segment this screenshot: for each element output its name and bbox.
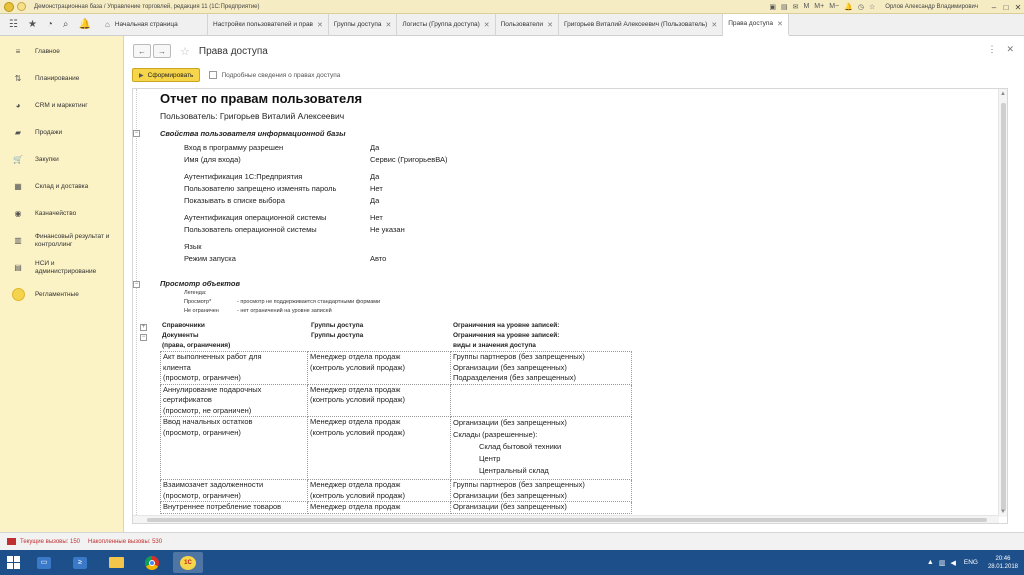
prop-label: Пользователю запрещено изменять пароль (184, 184, 337, 193)
rights-table (160, 351, 632, 514)
sidebar-item-label: Планирование (35, 75, 80, 82)
prop-value: Авто (370, 254, 387, 263)
limits-cell (451, 502, 632, 514)
print-icon[interactable]: ▤ (780, 4, 788, 11)
limits-cell (451, 384, 632, 417)
tab-bar (0, 14, 1024, 36)
admin-icon: ▤ (14, 263, 22, 272)
object-rights: (просмотр, не ограничен) (163, 405, 252, 415)
sections-grid-icon[interactable]: ☷ (8, 19, 18, 30)
tab-logists-group[interactable] (397, 14, 495, 36)
title-toolbar (769, 3, 875, 11)
legend-desc: - нет ограничений на уровне записей (237, 308, 332, 314)
sidebar-item-scheduled[interactable] (0, 281, 123, 308)
tray-arrow-icon[interactable]: ▲ (926, 558, 934, 566)
sidebar-item-main[interactable] (0, 38, 123, 65)
play-icon: ▶ (139, 72, 144, 79)
limit-subitem: Центральный склад (479, 466, 549, 475)
prop-label: Язык (184, 242, 202, 251)
limit-item: Группы партнеров (без запрещенных) (453, 352, 585, 361)
horizontal-scrollbar[interactable] (133, 515, 999, 523)
close-icon[interactable]: ✕ (711, 21, 718, 29)
home-icon: ⌂ (105, 20, 110, 29)
window-title: Демонстрационная база / Управление торговлей, редакция 11 (1С:Предприятие) (34, 3, 260, 10)
prop-value: Не указан (370, 225, 405, 234)
minimize-button[interactable]: – (991, 2, 997, 12)
scroll-down-icon[interactable]: ▼ (1000, 509, 1006, 515)
page-title: Права доступа (198, 45, 268, 57)
system-tray (927, 550, 1018, 575)
powershell-icon: ≥ (73, 557, 87, 569)
history-icon[interactable]: ◷ (857, 4, 864, 11)
tab-home[interactable] (100, 14, 208, 36)
taskbar-terminal[interactable] (29, 552, 59, 573)
groups-cell (308, 480, 451, 502)
prop-label: Показывать в списке выбора (184, 196, 285, 205)
sidebar-item-label: Склад и доставка (35, 183, 89, 190)
groups-cell (308, 417, 451, 480)
sidebar-item-label: Закупки (35, 156, 59, 163)
collapse-props-icon[interactable]: − (134, 130, 139, 136)
sections-sidebar (0, 36, 124, 532)
access-group: Менеджер отдела продаж (310, 480, 401, 489)
prop-value: Нет (370, 184, 383, 193)
clock-time: 20:46 (995, 555, 1011, 562)
os-taskbar (0, 550, 1024, 575)
object-name: Аннулирование подарочных (163, 384, 262, 394)
crm-icon: ◕ (15, 101, 21, 110)
access-group-note: (контроль условий продаж) (310, 427, 405, 437)
finance-icon: ▥ (14, 236, 22, 245)
scroll-thumb[interactable] (1001, 103, 1006, 511)
sidebar-item-label: Регламентные (35, 291, 79, 298)
sidebar-item-label: CRM и маркетинг (35, 102, 88, 109)
sidebar-item-purchases[interactable] (0, 146, 123, 173)
status-bar (0, 532, 1024, 550)
object-cell (161, 352, 308, 385)
sidebar-item-label: Главное (35, 48, 60, 55)
memory-mminus-icon[interactable]: M− (829, 3, 840, 10)
table-row[interactable] (161, 417, 632, 480)
windows-logo-icon (7, 556, 20, 569)
prop-value: Да (370, 172, 380, 181)
limit-item: Склады (разрешенные): (453, 430, 538, 439)
chrome-icon (145, 556, 159, 570)
taskbar-1c[interactable] (173, 552, 203, 573)
object-rights: (просмотр, ограничен) (163, 427, 241, 437)
scroll-up-icon[interactable]: ▲ (1000, 91, 1006, 97)
limit-item: Группы партнеров (без запрещенных) (453, 480, 585, 489)
tab-access-rights[interactable] (723, 14, 789, 36)
limits-cell (451, 352, 632, 385)
maximize-button[interactable]: □ (1003, 2, 1009, 12)
limits-cell (451, 480, 632, 502)
th-access-groups-2: Группы доступа (311, 332, 364, 339)
limit-subitem: Центр (479, 454, 501, 463)
prop-label: Пользователь операционной системы (184, 225, 317, 234)
1c-app-icon: 1С (180, 556, 196, 570)
taskbar-powershell[interactable] (65, 552, 95, 573)
favorites-icon[interactable]: ☆ (868, 4, 876, 11)
prop-value: Да (370, 143, 380, 152)
close-window-button[interactable]: ✕ (1014, 2, 1022, 12)
table-row[interactable] (161, 480, 632, 502)
object-name: Взаимозачет задолженности (163, 480, 264, 489)
th-documents: Документы (162, 332, 199, 339)
current-user[interactable]: Орлов Александр Владимирович (885, 4, 978, 10)
collapse-documents-icon[interactable]: − (141, 334, 146, 340)
accumulated-calls: Накопленные вызовы: 530 (88, 538, 163, 545)
tab-label: Логисты (Группа доступа) (402, 21, 480, 28)
th-record-limits: Ограничения на уровне записей: (453, 322, 560, 329)
prop-value: Сервис (ГригорьевВА) (370, 155, 448, 164)
arrow-right-icon: → (158, 46, 166, 56)
menu-icon: ≡ (15, 47, 21, 56)
tab-label: Настройки пользователей и прав (213, 21, 314, 28)
tab-access-groups[interactable] (329, 14, 397, 36)
prop-label: Вход в программу разрешен (184, 143, 284, 152)
tab-label: Права доступа (728, 20, 773, 27)
mail-icon[interactable]: ✉ (792, 4, 799, 11)
sidebar-item-planning[interactable] (0, 65, 123, 92)
legend-key: Не ограничен (184, 308, 219, 314)
groups-cell (308, 352, 451, 385)
report-title: Отчет по правам пользователя (160, 91, 363, 106)
outline-guide (136, 89, 137, 517)
close-icon[interactable]: ✕ (547, 21, 553, 29)
planning-icon: ⇅ (14, 74, 22, 83)
performance-icon (7, 538, 16, 545)
tab-label: Пользователи (500, 21, 544, 28)
sun-icon (12, 288, 25, 301)
save-icon[interactable]: ▣ (769, 4, 776, 11)
sidebar-item-warehouse[interactable] (0, 173, 123, 200)
history-clock-icon[interactable]: ◔ (46, 19, 53, 30)
back-button[interactable] (133, 44, 151, 58)
tab-label: Начальная страница (114, 21, 178, 28)
access-group: Менеджер отдела продаж (310, 502, 401, 511)
memory-m-icon[interactable]: M (803, 3, 810, 10)
arrow-left-icon: ← (138, 46, 146, 56)
more-options-icon[interactable]: ⋮ (987, 44, 997, 54)
generate-button-label: Сформировать (147, 71, 194, 79)
tab-user-card[interactable] (559, 14, 723, 36)
taskbar-explorer[interactable] (101, 552, 131, 573)
folder-icon (109, 557, 124, 568)
section-object-view: Просмотр объектов (160, 279, 240, 288)
object-name: Акт выполненных работ для (163, 352, 262, 361)
sidebar-item-label: Продажи (35, 129, 63, 136)
access-group: Менеджер отдела продаж (310, 417, 401, 426)
close-icon[interactable]: ✕ (385, 21, 392, 29)
vertical-scrollbar[interactable] (998, 89, 1007, 517)
th-access-kinds: виды и значения доступа (453, 342, 536, 349)
notifications-bell-icon[interactable]: 🔔 (78, 19, 91, 30)
clock[interactable] (988, 555, 1018, 571)
close-form-icon[interactable]: ✕ (1006, 44, 1014, 54)
scroll-thumb[interactable] (147, 518, 987, 522)
purchases-icon: 🛒 (13, 155, 23, 164)
clock-date: 28.01.2018 (987, 563, 1018, 570)
sidebar-item-label: Казначейство (35, 210, 77, 217)
terminal-icon: ▭ (37, 557, 51, 569)
section-user-properties: Свойства пользователя информационной базы (160, 129, 346, 138)
table-row[interactable] (161, 384, 632, 417)
object-cell (161, 417, 308, 480)
tab-user-settings[interactable] (208, 14, 329, 36)
legend-key: Просмотр* (184, 299, 212, 305)
main-content (125, 36, 1024, 532)
detail-info-checkbox-label: Подробные сведения о правах доступа (221, 71, 341, 79)
prop-label: Аутентификация операционной системы (184, 213, 327, 222)
limit-item: Подразделения (без запрещенных) (453, 373, 577, 382)
treasury-icon: ◉ (14, 209, 22, 218)
prop-value: Нет (370, 213, 383, 222)
notifications-icon[interactable]: 🔔 (844, 4, 853, 11)
limits-cell (451, 417, 632, 480)
limit-item: Организации (без запрещенных) (453, 362, 567, 372)
object-name: клиента (163, 362, 191, 372)
object-name: Внутреннее потребление товаров (163, 502, 282, 511)
prop-value: Да (370, 196, 380, 205)
th-record-limits-2: Ограничения на уровне записей: (453, 332, 560, 339)
th-rights: (права, ограничения) (162, 342, 231, 349)
th-access-groups: Группы доступа (311, 322, 364, 329)
access-group: Менеджер отдела продаж (310, 384, 401, 394)
current-calls: Текущие вызовы: 150 (20, 538, 81, 545)
access-group: Менеджер отдела продаж (310, 352, 401, 361)
warehouse-icon: ▦ (14, 182, 22, 191)
collapse-view-icon[interactable]: − (134, 281, 139, 287)
groups-cell (308, 502, 451, 514)
tab-label: Группы доступа (333, 21, 382, 28)
language-indicator[interactable]: ENG (963, 559, 978, 566)
memory-mplus-icon[interactable]: M+ (814, 3, 825, 10)
forward-button[interactable] (153, 44, 171, 58)
sales-icon: ▰ (14, 128, 22, 137)
limit-item: Организации (без запрещенных) (453, 490, 567, 500)
window-title-bar (0, 0, 1024, 14)
favorites-star-icon[interactable]: ★ (27, 19, 37, 30)
quick-toolbar (0, 19, 100, 30)
legend-title: Легенда: (184, 290, 207, 296)
app-logo-icon (4, 2, 14, 12)
tab-label: Григорьев Виталий Алексеевич (Пользователь) (563, 21, 708, 28)
prop-label: Режим запуска (184, 254, 236, 263)
access-group-note: (контроль условий продаж) (310, 490, 405, 500)
limit-subitem: Склад бытовой техники (479, 442, 562, 451)
detail-info-checkbox[interactable] (209, 71, 217, 79)
tab-users[interactable] (496, 14, 559, 36)
object-name: Ввод начальных остатков (163, 417, 253, 426)
sidebar-item-label: НСИ и администрирование (35, 259, 97, 275)
access-group-note: (контроль условий продаж) (310, 395, 405, 404)
prop-label: Аутентификация 1С:Предприятия (184, 172, 303, 181)
limit-item: Организации (без запрещенных) (453, 502, 567, 511)
table-row[interactable] (161, 352, 632, 385)
sidebar-item-treasury[interactable] (0, 200, 123, 227)
sidebar-item-sales[interactable] (0, 119, 123, 146)
object-cell (161, 480, 308, 502)
prop-label: Имя (для входа) (184, 155, 241, 164)
expand-catalogs-icon[interactable]: + (141, 324, 146, 330)
object-rights: (просмотр, ограничен) (163, 490, 241, 500)
object-rights: (просмотр, ограничен) (163, 373, 241, 382)
close-icon[interactable]: ✕ (317, 21, 323, 29)
generate-report-button[interactable] (132, 68, 200, 82)
object-cell (161, 384, 308, 417)
table-row[interactable] (161, 502, 632, 514)
object-name: сертификатов (163, 395, 212, 404)
sidebar-item-crm[interactable] (0, 92, 123, 119)
report-user-line: Пользователь: Григорьев Виталий Алексеевич (160, 111, 345, 121)
favorite-star-icon[interactable]: ☆ (180, 45, 190, 58)
taskbar-chrome[interactable] (137, 552, 167, 573)
start-button[interactable] (0, 550, 26, 575)
groups-cell (308, 384, 451, 417)
close-icon[interactable]: ✕ (483, 21, 490, 29)
network-icon[interactable]: ▥ (938, 559, 946, 567)
object-cell (161, 502, 308, 514)
close-icon[interactable]: ✕ (777, 20, 783, 28)
search-icon[interactable]: ⌕ (62, 19, 69, 30)
sidebar-item-label: Финансовый результат и контроллинг (35, 232, 110, 248)
legend-desc: - просмотр не поддерживается стандартными формами (237, 299, 381, 305)
main-menu-button[interactable] (17, 2, 26, 11)
volume-icon[interactable]: ◀ (950, 559, 956, 567)
limit-item: Организации (без запрещенных) (453, 418, 567, 427)
report-document[interactable] (132, 88, 1008, 524)
access-group-note: (контроль условий продаж) (310, 362, 405, 372)
sidebar-item-admin[interactable] (0, 254, 123, 281)
th-catalogs: Справочники (162, 322, 205, 329)
sidebar-item-finance[interactable] (0, 227, 123, 254)
